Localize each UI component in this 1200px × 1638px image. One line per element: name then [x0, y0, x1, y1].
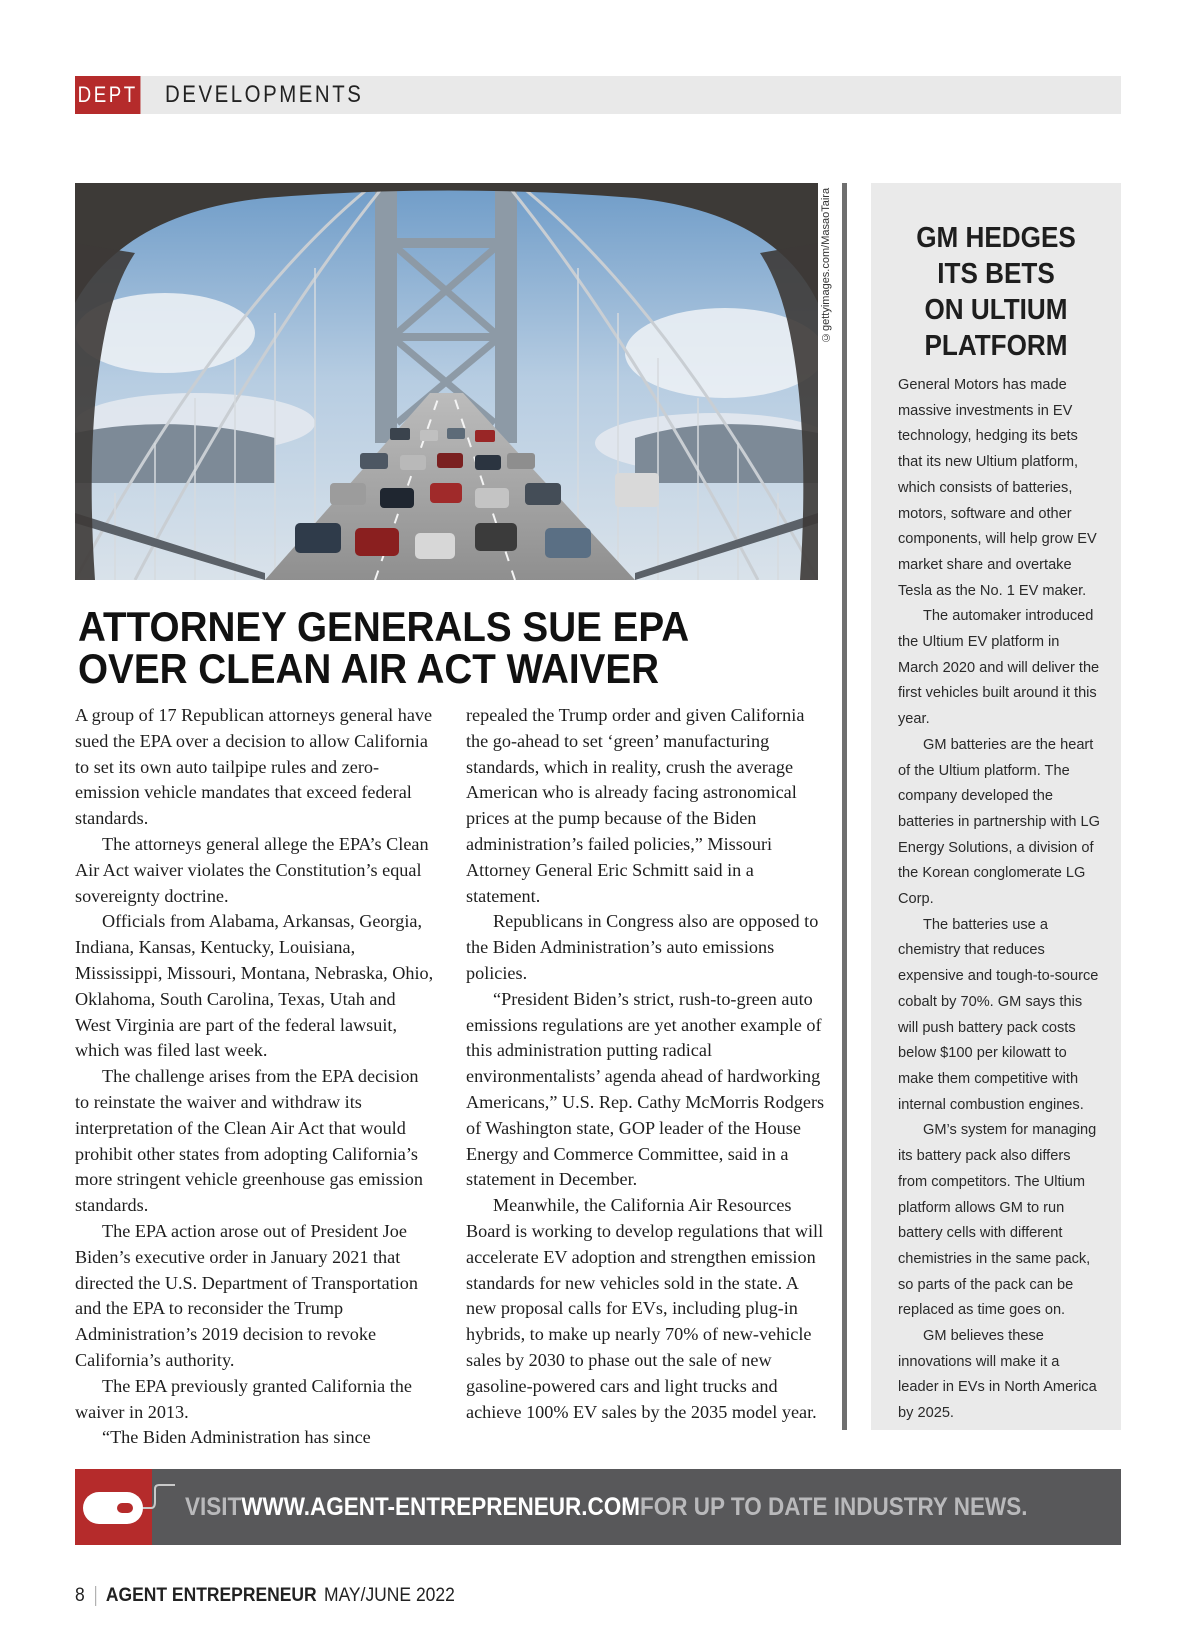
- website-link[interactable]: WWW.AGENT-ENTREPRENEUR.COM: [241, 1492, 641, 1521]
- issue-date: MAY/JUNE 2022: [324, 1585, 455, 1606]
- sidebar-paragraph: The batteries use a chemistry that reduces expensive and tough-to-source cobalt by 70%. GM says this will push battery pack costs below $100 per kilowatt to make them competitive with internal combustion engines.: [898, 916, 1099, 1113]
- article-paragraph: Officials from Alabama, Arkansas, Georgia, Indiana, Kansas, Kentucky, Louisiana, Mississippi, Missouri, Montana, Nebraska, Ohio, Oklahoma, South Carolina, Texas, Utah and West Virginia are part of the federal lawsuit, which was filed last week.: [75, 911, 434, 1061]
- footer-separator: [95, 1586, 96, 1606]
- article-paragraph: Meanwhile, the California Air Resources Board is working to develop regulations that will accelerate EV adoption and strengthen emission standards for new vehicles sold in the state. A new proposal calls for EVs, including plug-in hybrids, to make up nearly 70% of new-vehicle sales by 2030 to phase out the sale of new gasoline-powered cars and light trucks and achieve 100% EV sales by the 2035 model year.: [466, 1195, 824, 1422]
- sidebar-title: [884, 220, 1109, 364]
- magazine-name: AGENT ENTREPRENEUR: [105, 1585, 317, 1606]
- headline-line-1: ATTORNEY GENERALS SUE EPA: [78, 603, 690, 650]
- article-paragraph: Republicans in Congress also are opposed to the Biden Administration’s auto emissions policies.: [466, 911, 819, 983]
- banner-text: [185, 1469, 1028, 1545]
- photo-credit: ©gettyimages.com/MasaoTaira: [820, 187, 832, 343]
- article-headline: [78, 603, 740, 692]
- sidebar-paragraph: General Motors has made massive investments in EV technology, hedging its bets that its new Ultium platform, which consists of batteries, motors, software and other components, will help grow EV market share and overtake Tesla as the No. 1 EV maker.: [898, 377, 1097, 599]
- sidebar-title-line: ITS BETS: [937, 258, 1055, 290]
- website-banner[interactable]: [75, 1469, 1121, 1545]
- article-paragraph: The attorneys general allege the EPA’s Clean Air Act waiver violates the Constitution’s equal sovereignty doctrine.: [75, 833, 429, 906]
- banner-prefix: VISIT: [185, 1492, 242, 1521]
- article-paragraph: “President Biden’s strict, rush-to-green auto emissions regulations are yet another example of this administration putting radical environmentalists’ agenda ahead of hardworking Americans,” U.S. Rep. Cathy McMorris Rodgers of Washington state, GOP leader of the House Energy and Commerce Committee, said in a statement in December.: [466, 988, 825, 1190]
- article-paragraph: “The Biden Administration has since: [102, 1427, 371, 1448]
- page-footer: [75, 1583, 455, 1609]
- article-column-2: [466, 703, 826, 1425]
- article-paragraph: The challenge arises from the EPA decision to reinstate the waiver and withdraw its interpretation of the Clean Air Act that would prohibit other states from adopting California’s more stringent vehicle greenhouse gas emission standards.: [75, 1066, 423, 1216]
- sidebar-title-line: PLATFORM: [924, 330, 1068, 362]
- column-divider: [842, 183, 847, 1430]
- dept-header-bar: [75, 76, 1121, 114]
- sidebar-title-line: GM HEDGES: [916, 222, 1076, 254]
- article-paragraph: repealed the Trump order and given California the go-ahead to set ‘green’ manufacturing standards, which in reality, crush the average American who is already facing astronomical prices at the pump because of the Biden administration’s failed policies,” Missouri Attorney General Eric Schmitt said in a statement.: [466, 705, 805, 906]
- banner-suffix: FOR UP TO DATE INDUSTRY NEWS.: [640, 1492, 1028, 1521]
- banner-icon-box: [75, 1469, 152, 1545]
- bridge-traffic-photo: [75, 183, 818, 580]
- sidebar-paragraph: GM batteries are the heart of the Ultium platform. The company developed the batteries in partnership with LG Energy Solutions, a division of the Korean conglomerate LG Corp.: [898, 736, 1100, 908]
- article-paragraph: The EPA previously granted California the waiver in 2013.: [75, 1375, 412, 1422]
- dept-label: DEPT: [75, 76, 140, 114]
- article-paragraph: A group of 17 Republican attorneys general have sued the EPA over a decision to allow California to set its own auto tailpipe rules and zero-emission vehicle mandates that exceed federal standards.: [75, 705, 433, 829]
- sidebar-title-line: ON ULTIUM: [924, 294, 1068, 326]
- headline-line-2: OVER CLEAN AIR ACT WAIVER: [78, 645, 660, 692]
- sidebar-box: [871, 183, 1121, 1430]
- article-column-1: [75, 703, 435, 1451]
- sidebar-paragraph: GM’s system for managing its battery pack also differs from competitors. The Ultium platform allows GM to run battery cells with different chemistries in the same pack, so parts of the pack can be replaced as time goes on.: [898, 1122, 1097, 1319]
- section-name: DEVELOPMENTS: [165, 81, 364, 108]
- page-number: 8: [75, 1585, 85, 1606]
- computer-mouse-icon: [75, 1469, 185, 1545]
- sidebar-paragraph: GM believes these innovations will make it a leader in EVs in North America by 2025.: [898, 1328, 1097, 1422]
- sidebar-paragraph: The automaker introduced the Ultium EV platform in March 2020 and will deliver the first vehicles built around it this year.: [898, 608, 1100, 728]
- sidebar-body: [898, 373, 1103, 1427]
- article-paragraph: The EPA action arose out of President Joe Biden’s executive order in January 2021 that directed the U.S. Department of Transportation and the EPA to reconsider the Trump Administration’s 2019 decision to revoke California’s authority.: [75, 1220, 418, 1370]
